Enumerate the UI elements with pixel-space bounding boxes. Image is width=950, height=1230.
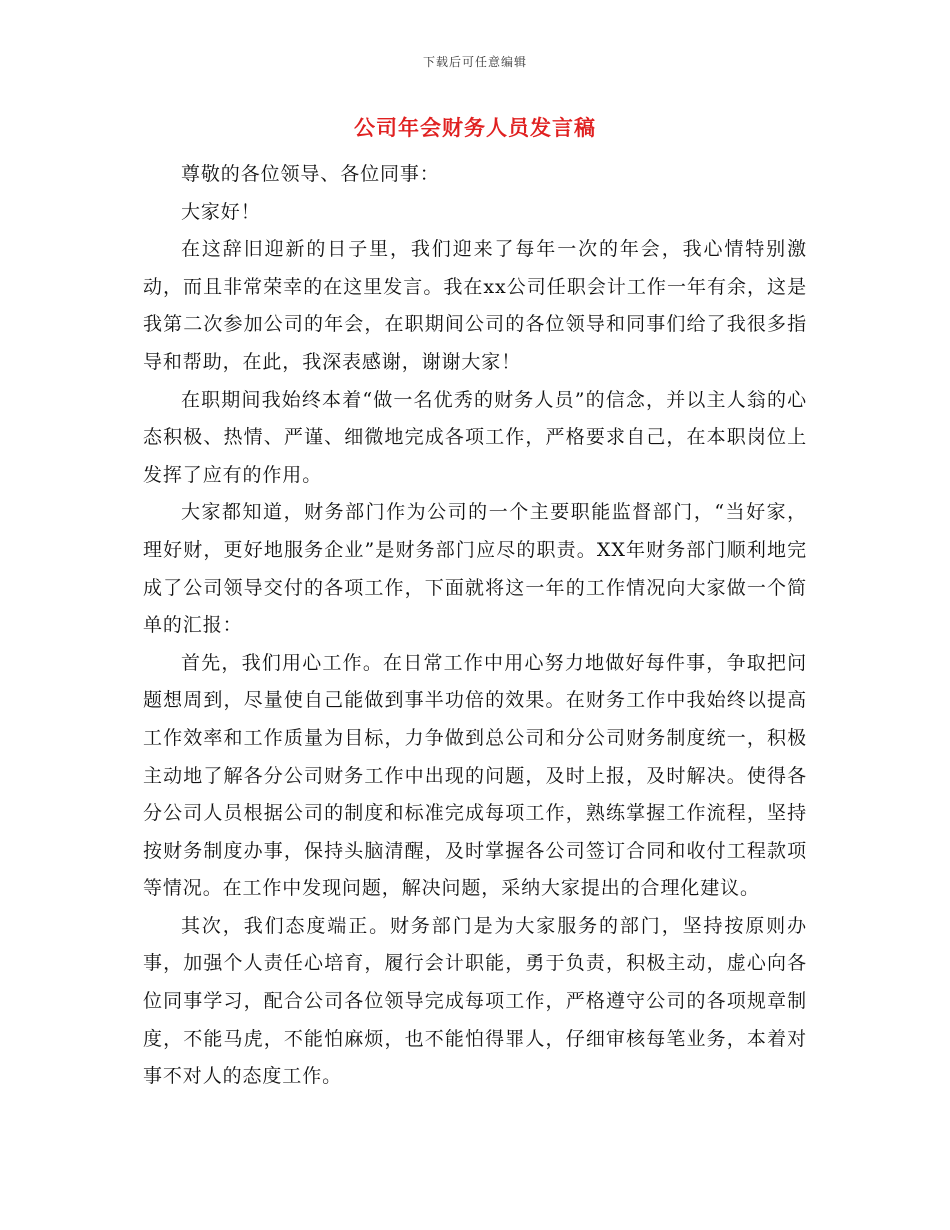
paragraph-first-point: 首先，我们用心工作。在日常工作中用心努力地做好每件事，争取把问题想周到，尽量使自己能做到事半功倍的效果。在财务工作中我始终以提高工作效率和工作质量为目标，力争做到总公司和分公司财务制度统一，积极主动地了解各分公司财务工作中出现的问题，及时上报，及时解决。使得各分公司人员根据公司的制度和标准完成每项工作，熟练掌握工作流程，坚持按财务制度办事，保持头脑清醒，及时掌握各公司签订合同和收付工程款项等情况。在工作中发现问题，解决问题，采纳大家提出的合理化建议。 bbox=[143, 651, 807, 900]
page-header-note: 下载后可任意编辑 bbox=[422, 55, 527, 69]
salutation: 尊敬的各位领导、各位同事： bbox=[181, 163, 440, 185]
paragraph-second-point: 其次，我们态度端正。财务部门是为大家服务的部门，坚持按原则办事，加强个人责任心培育，履行会计职能，勇于负责，积极主动，虚心向各位同事学习，配合公司各位领导完成每项工作，严格遵守公司的各项规章制度，不能马虎，不能怕麻烦，也不能怕得罪人，仔细审核每笔业务，本着对事不对人的态度工作。 bbox=[143, 914, 807, 1088]
document-title: 公司年会财务人员发言稿 bbox=[354, 116, 596, 140]
paragraph-intro: 在这辞旧迎新的日子里，我们迎来了每年一次的年会，我心情特别激动，而且非常荣幸的在这里发言。我在xx公司任职会计工作一年有余，这是我第二次参加公司的年会，在职期间公司的各位领导和同事们给了我很多指导和帮助，在此，我深表感谢，谢谢大家！ bbox=[143, 238, 807, 373]
paragraph-belief: 在职期间我始终本着“做一名优秀的财务人员”的信念，并以主人翁的心态积极、热情、严谨、细微地完成各项工作，严格要求自己，在本职岗位上发挥了应有的作用。 bbox=[143, 388, 807, 486]
document-body bbox=[143, 156, 807, 1096]
paragraph-duty: 大家都知道，财务部门作为公司的一个主要职能监督部门，“当好家，理好财，更好地服务企业”是财务部门应尽的职责。XX年财务部门顺利地完成了公司领导交付的各项工作，下面就将这一年的工作情况向大家做一个简单的汇报： bbox=[143, 501, 807, 637]
greeting: 大家好！ bbox=[181, 200, 261, 223]
